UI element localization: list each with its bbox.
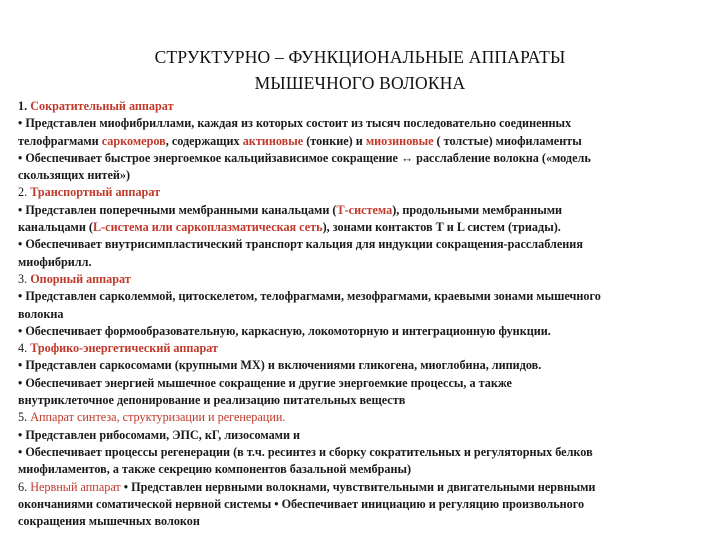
text-line bbox=[18, 288, 708, 305]
highlighted-term: Транспортный аппарат bbox=[30, 185, 161, 200]
text-segment: , содержащих bbox=[165, 133, 243, 148]
text-segment: • Обеспечивает формообразовательную, каркасную, локомоторную и интеграционную функции. bbox=[18, 323, 551, 338]
highlighted-term: актиновые bbox=[242, 133, 304, 148]
text-segment: миофиламентов, а также секрецию компонентов базальной мембраны) bbox=[18, 462, 412, 477]
text-segment: 4. bbox=[18, 341, 31, 356]
text-segment: • Представлен нервными волокнами, чувствительными и двигательными нервными bbox=[120, 479, 596, 494]
text-line bbox=[18, 236, 708, 253]
highlighted-term: Аппарат синтеза, структуризации и регенерации. bbox=[30, 410, 286, 425]
text-segment: (тонкие) и bbox=[303, 133, 366, 148]
text-line bbox=[18, 133, 708, 150]
text-line bbox=[18, 271, 708, 288]
text-segment: канальцами ( bbox=[18, 220, 93, 235]
text-segment: • Представлен поперечными мембранными канальцами ( bbox=[18, 202, 337, 217]
text-line bbox=[18, 409, 708, 426]
text-segment: миофибрилл. bbox=[18, 254, 92, 269]
text-segment: • Представлен рибосомами, ЭПС, кГ, лизосомами и bbox=[18, 427, 301, 442]
text-segment: 1. bbox=[18, 99, 31, 113]
text-line bbox=[18, 219, 708, 236]
text-segment: 3. bbox=[18, 271, 31, 286]
text-line bbox=[18, 444, 708, 461]
highlighted-term: L-система или саркоплазматическая сеть bbox=[92, 220, 323, 235]
text-segment: • Представлен саркосомами (крупными МХ) и включениями гликогена, миоглобина, липидов. bbox=[18, 358, 542, 373]
text-line bbox=[18, 357, 708, 374]
highlighted-term: саркомеров bbox=[101, 133, 166, 148]
text-segment: телофрагмами bbox=[18, 133, 102, 148]
title-line-1: СТРУКТУРНО – ФУНКЦИОНАЛЬНЫЕ АППАРАТЫ bbox=[154, 47, 566, 67]
text-line bbox=[18, 323, 708, 340]
text-line bbox=[18, 461, 708, 478]
text-line bbox=[18, 184, 708, 201]
text-segment: ( толстые) миофиламенты bbox=[433, 133, 582, 148]
text-line bbox=[18, 513, 708, 530]
text-segment: • Обеспечивает процессы регенерации (в т.ч. ресинтез и сборку сократительных и регуляторных белков bbox=[18, 444, 593, 459]
text-segment: 6. bbox=[18, 479, 31, 494]
highlighted-term: Сократительный аппарат bbox=[30, 99, 174, 113]
text-segment: ), зонами контактов Т и L систем (триады). bbox=[322, 220, 561, 235]
text-segment: • Обеспечивает внутрисимпластический транспорт кальция для индукции сокращения-расслабления bbox=[18, 237, 583, 252]
text-segment: • Обеспечивает энергией мышечное сокращение и другие энергоемкие процессы, а также bbox=[18, 375, 512, 390]
text-line bbox=[18, 254, 708, 271]
slide-title bbox=[60, 44, 660, 96]
text-segment: • Обеспечивает быстрое энергоемкое кальцийзависимое сокращение ↔ расслабление волокна («модель bbox=[18, 150, 591, 165]
text-segment: скользящих нитей») bbox=[18, 168, 131, 183]
text-line bbox=[18, 306, 708, 323]
text-line bbox=[18, 150, 708, 167]
text-segment: • Представлен миофибриллами, каждая из которых состоит из тысяч последовательно соединенных bbox=[18, 116, 572, 131]
text-segment: окончаниями соматической нервной системы • Обеспечивает инициацию и регуляцию произвольного bbox=[18, 496, 585, 511]
highlighted-term: Т-система bbox=[336, 202, 393, 217]
text-segment: ), продольными мембранными bbox=[392, 202, 563, 217]
text-segment: волокна bbox=[18, 306, 64, 321]
text-line bbox=[18, 427, 708, 444]
text-segment: внутриклеточное депонирование и реализацию питательных веществ bbox=[18, 393, 406, 408]
highlighted-term: миозиновые bbox=[365, 133, 434, 148]
text-line bbox=[18, 202, 708, 219]
text-line bbox=[18, 98, 708, 115]
slide-body bbox=[18, 98, 708, 530]
text-line bbox=[18, 392, 708, 409]
highlighted-term: Трофико-энергетический аппарат bbox=[30, 341, 219, 356]
text-segment: • Представлен сарколеммой, цитоскелетом, телофрагмами, мезофрагмами, краевыми зонами мышечного bbox=[18, 289, 601, 304]
text-line bbox=[18, 340, 708, 357]
title-line-2: МЫШЕЧНОГО ВОЛОКНА bbox=[254, 73, 466, 93]
text-segment: 2. bbox=[18, 185, 31, 200]
text-segment: сокращения мышечных волокон bbox=[18, 514, 200, 529]
text-line bbox=[18, 115, 708, 132]
text-line bbox=[18, 479, 708, 496]
text-line bbox=[18, 167, 708, 184]
text-segment: 5. bbox=[18, 410, 31, 425]
text-line bbox=[18, 375, 708, 392]
text-line bbox=[18, 496, 708, 513]
highlighted-term: Нервный аппарат bbox=[30, 479, 121, 494]
highlighted-term: Опорный аппарат bbox=[30, 271, 131, 286]
